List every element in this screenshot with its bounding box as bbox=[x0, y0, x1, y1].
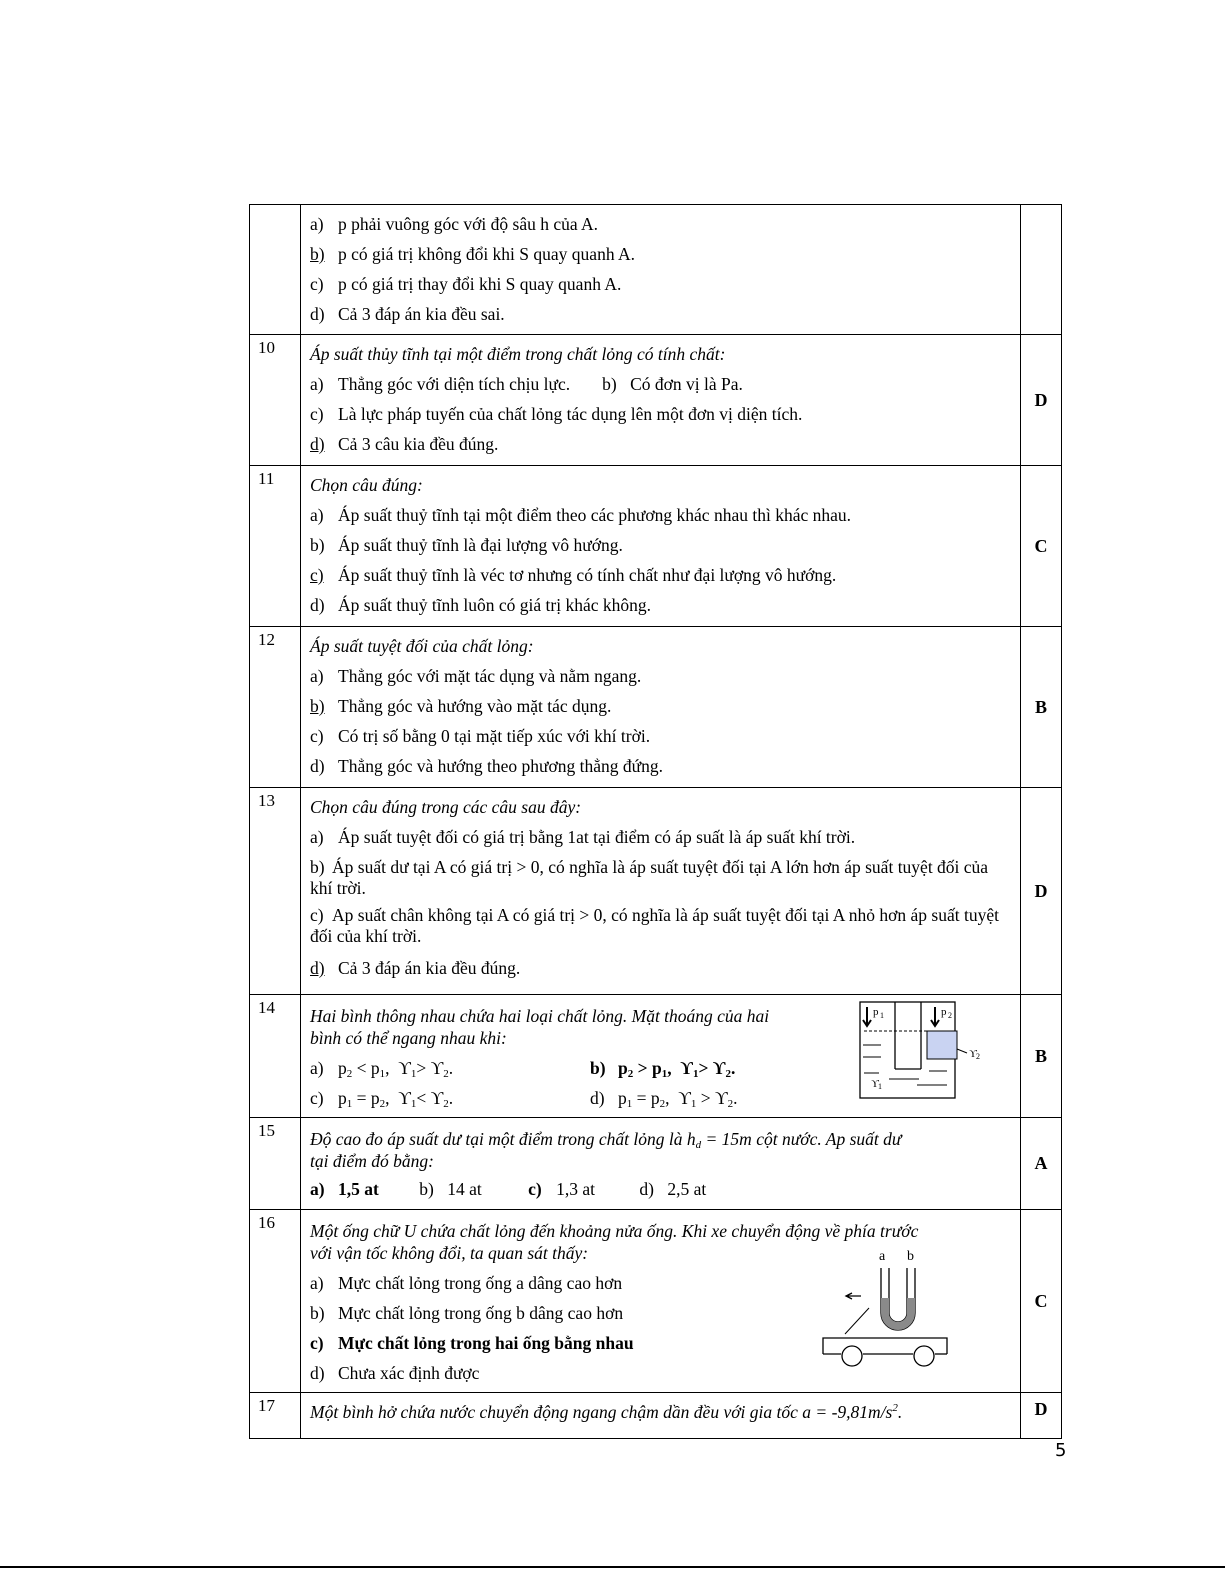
option-text: Cả 3 câu kia đều đúng. bbox=[338, 434, 499, 454]
table-row bbox=[250, 788, 1062, 995]
svg-text:1: 1 bbox=[880, 1011, 884, 1020]
question-text: Áp suất tuyệt đối của chất lỏng: bbox=[310, 636, 534, 656]
option-text: Có đơn vị là Pa. bbox=[630, 374, 743, 394]
question-text: Chọn câu đúng: bbox=[310, 475, 423, 495]
option-label: b) bbox=[310, 1303, 325, 1323]
answer-cell: D bbox=[1021, 1393, 1062, 1439]
svg-text:p: p bbox=[941, 1006, 947, 1018]
option-label: a) bbox=[310, 374, 324, 394]
answer-cell: B bbox=[1021, 627, 1062, 788]
option-label: c) bbox=[310, 1333, 324, 1353]
option-label: c) bbox=[310, 565, 324, 585]
question-text: Độ cao đo áp suất dư tại một điểm trong chất lỏng là h bbox=[310, 1129, 696, 1149]
bottom-rule bbox=[0, 1566, 1225, 1568]
option-text: 1,5 at bbox=[338, 1179, 379, 1199]
question-number: 16 bbox=[250, 1210, 301, 1393]
option-label: b) bbox=[310, 857, 325, 877]
option-text: Thẳng góc và hướng theo phương thẳng đứng. bbox=[338, 756, 663, 776]
option-label: d) bbox=[310, 958, 325, 978]
communicating-vessels-figure bbox=[859, 1001, 999, 1101]
table-row bbox=[250, 627, 1062, 788]
option-label: c) bbox=[310, 274, 324, 294]
subscript: d bbox=[695, 1139, 702, 1151]
question-body bbox=[301, 466, 1021, 627]
svg-text:ϒ: ϒ bbox=[871, 1078, 879, 1090]
option-text: Cả 3 đáp án kia đều đúng. bbox=[338, 958, 521, 978]
option-text: Áp suất thuỷ tĩnh tại một điểm theo các phương khác nhau thì khác nhau. bbox=[338, 505, 851, 525]
option-text: Có trị số bằng 0 tại mặt tiếp xúc với khí trời. bbox=[338, 726, 651, 746]
option-label: d) bbox=[310, 434, 325, 454]
option-text: Áp suất thuỷ tĩnh là đại lượng vô hướng. bbox=[338, 535, 623, 555]
option-text: Thẳng góc và hướng vào mặt tác dụng. bbox=[338, 696, 612, 716]
option-label: c) bbox=[310, 905, 324, 925]
page-number: 5 bbox=[1055, 1440, 1067, 1461]
question-body bbox=[301, 205, 1021, 335]
option-label: b) bbox=[310, 244, 325, 264]
question-number: 11 bbox=[250, 466, 301, 627]
answer-cell: B bbox=[1021, 995, 1062, 1118]
option-label: d) bbox=[310, 304, 325, 324]
option-text: Là lực pháp tuyến của chất lỏng tác dụng lên một đơn vị diện tích. bbox=[338, 404, 803, 424]
option-label: b) bbox=[590, 1058, 606, 1078]
table-row bbox=[250, 995, 1062, 1118]
option-label: a) bbox=[310, 214, 324, 234]
question-number bbox=[250, 205, 301, 335]
option-text: Áp suất dư tại A có giá trị > 0, có nghĩa là áp suất tuyệt đối tại A lớn hơn áp suất tuyệt đối của khí trời. bbox=[310, 857, 989, 898]
question-number: 10 bbox=[250, 335, 301, 466]
answer-cell: D bbox=[1021, 788, 1062, 995]
question-body bbox=[301, 1393, 1021, 1439]
option-label: a) bbox=[310, 827, 324, 847]
option-label: d) bbox=[310, 756, 325, 776]
question-table bbox=[249, 204, 1062, 1439]
question-text: = 15m cột nước. Ap suất dư bbox=[701, 1129, 902, 1149]
answer-cell: A bbox=[1021, 1118, 1062, 1210]
question-text: Một ống chữ U chứa chất lỏng đến khoảng nửa ống. Khi xe chuyển động về phía trước bbox=[310, 1221, 919, 1241]
question-text: . bbox=[897, 1402, 903, 1422]
option-text: Chưa xác định được bbox=[338, 1363, 480, 1383]
table-row bbox=[250, 1210, 1062, 1393]
answer-cell: C bbox=[1021, 1210, 1062, 1393]
svg-text:b: b bbox=[907, 1249, 914, 1264]
option-label: a) bbox=[310, 505, 324, 525]
question-body bbox=[301, 1210, 1021, 1393]
option-label: a) bbox=[310, 1058, 324, 1078]
question-number: 17 bbox=[250, 1393, 301, 1439]
question-text: Áp suất thủy tĩnh tại một điểm trong chất lỏng có tính chất: bbox=[310, 344, 726, 364]
option-label: b) bbox=[310, 535, 325, 555]
answer-cell: C bbox=[1021, 466, 1062, 627]
option-label: b) bbox=[419, 1179, 434, 1199]
option-text: p phải vuông góc với độ sâu h của A. bbox=[338, 214, 599, 234]
question-text: bình có thể ngang nhau khi: bbox=[310, 1028, 507, 1048]
svg-text:a: a bbox=[879, 1249, 886, 1264]
table-row bbox=[250, 1393, 1062, 1439]
option-label: b) bbox=[310, 696, 325, 716]
question-body bbox=[301, 627, 1021, 788]
question-number: 14 bbox=[250, 995, 301, 1118]
option-text: Thẳng góc với diện tích chịu lực. bbox=[338, 374, 571, 394]
option-label: c) bbox=[310, 726, 324, 746]
question-number: 12 bbox=[250, 627, 301, 788]
table-row bbox=[250, 205, 1062, 335]
table-row bbox=[250, 466, 1062, 627]
option-label: c) bbox=[528, 1179, 542, 1199]
question-text: tại điểm đó bằng: bbox=[310, 1151, 434, 1171]
option-text: Mực chất lỏng trong ống a dâng cao hơn bbox=[338, 1273, 623, 1293]
question-body bbox=[301, 788, 1021, 995]
option-text: p có giá trị không đổi khi S quay quanh A. bbox=[338, 244, 635, 264]
svg-text:2: 2 bbox=[976, 1052, 980, 1061]
option-label: d) bbox=[310, 595, 325, 615]
table-row bbox=[250, 335, 1062, 466]
option-text: 2,5 at bbox=[667, 1179, 707, 1199]
option-text: Thẳng góc với mặt tác dụng và nằm ngang. bbox=[338, 666, 642, 686]
question-body: Hai bình thông nhau chứa hai loại chất lỏng. Mặt thoáng của hai bình có thể ngang nhau khi: a) $p_2 < p_1$, $ϒ_1> ϒ_2$. b) $p_2 > p_1$, $ϒ_1> ϒ_2$. c) $p_1 = p_2$, $ϒ_1< ϒ_2$. d) $p_1 = p_2$, $ϒ_1 > ϒ_2$. p 1 p 2 ϒ 2 ϒ 1 bbox=[301, 995, 1021, 1118]
option-text: 1,3 at bbox=[556, 1179, 595, 1199]
option-label: c) bbox=[310, 404, 324, 424]
option-text: 14 at bbox=[447, 1179, 482, 1199]
svg-text:2: 2 bbox=[948, 1011, 952, 1020]
svg-text:p: p bbox=[873, 1006, 879, 1018]
u-tube-cart-figure bbox=[821, 1248, 961, 1373]
svg-text:1: 1 bbox=[878, 1082, 882, 1091]
question-body bbox=[301, 335, 1021, 466]
question-text: với vận tốc không đổi, ta quan sát thấy: bbox=[310, 1243, 589, 1263]
option-label: d) bbox=[639, 1179, 654, 1199]
option-text: Áp suất thuỷ tĩnh là véc tơ nhưng có tính chất như đại lượng vô hướng. bbox=[338, 565, 837, 585]
question-text: Hai bình thông nhau chứa hai loại chất lỏng. Mặt thoáng của hai bbox=[310, 1006, 770, 1026]
table-row bbox=[250, 1118, 1062, 1210]
option-text: Áp suất thuỷ tĩnh luôn có giá trị khác không. bbox=[338, 595, 652, 615]
option-label: d) bbox=[590, 1088, 605, 1108]
option-label: a) bbox=[310, 666, 324, 686]
answer-cell: D bbox=[1021, 335, 1062, 466]
option-label: d) bbox=[310, 1363, 325, 1383]
option-text: Mực chất lỏng trong hai ống bằng nhau bbox=[338, 1333, 634, 1353]
superscript: 2 bbox=[892, 1402, 898, 1415]
question-body bbox=[301, 1118, 1021, 1210]
option-label: a) bbox=[310, 1273, 324, 1293]
answer-cell bbox=[1021, 205, 1062, 335]
question-number: 13 bbox=[250, 788, 301, 995]
option-label: a) bbox=[310, 1179, 325, 1199]
option-text: Áp suất tuyệt đối có giá trị bằng 1at tại điểm có áp suất là áp suất khí trời. bbox=[338, 827, 856, 847]
question-text: Một bình hở chứa nước chuyển động ngang chậm dần đều với gia tốc a = -9,81m/s bbox=[310, 1402, 893, 1422]
option-label: c) bbox=[310, 1088, 324, 1108]
option-text: Mực chất lỏng trong ống b dâng cao hơn bbox=[338, 1303, 624, 1323]
question-number: 15 bbox=[250, 1118, 301, 1210]
option-text: p có giá trị thay đổi khi S quay quanh A. bbox=[338, 274, 622, 294]
option-label: b) bbox=[602, 374, 617, 394]
question-text: Chọn câu đúng trong các câu sau đây: bbox=[310, 797, 582, 817]
svg-text:ϒ: ϒ bbox=[969, 1048, 977, 1060]
option-text: Ap suất chân không tại A có giá trị > 0, có nghĩa là áp suất tuyệt đối tại A nhỏ hơn áp suất tuyệt đối của khí trời. bbox=[310, 905, 999, 946]
option-text: Cả 3 đáp án kia đều sai. bbox=[338, 304, 505, 324]
